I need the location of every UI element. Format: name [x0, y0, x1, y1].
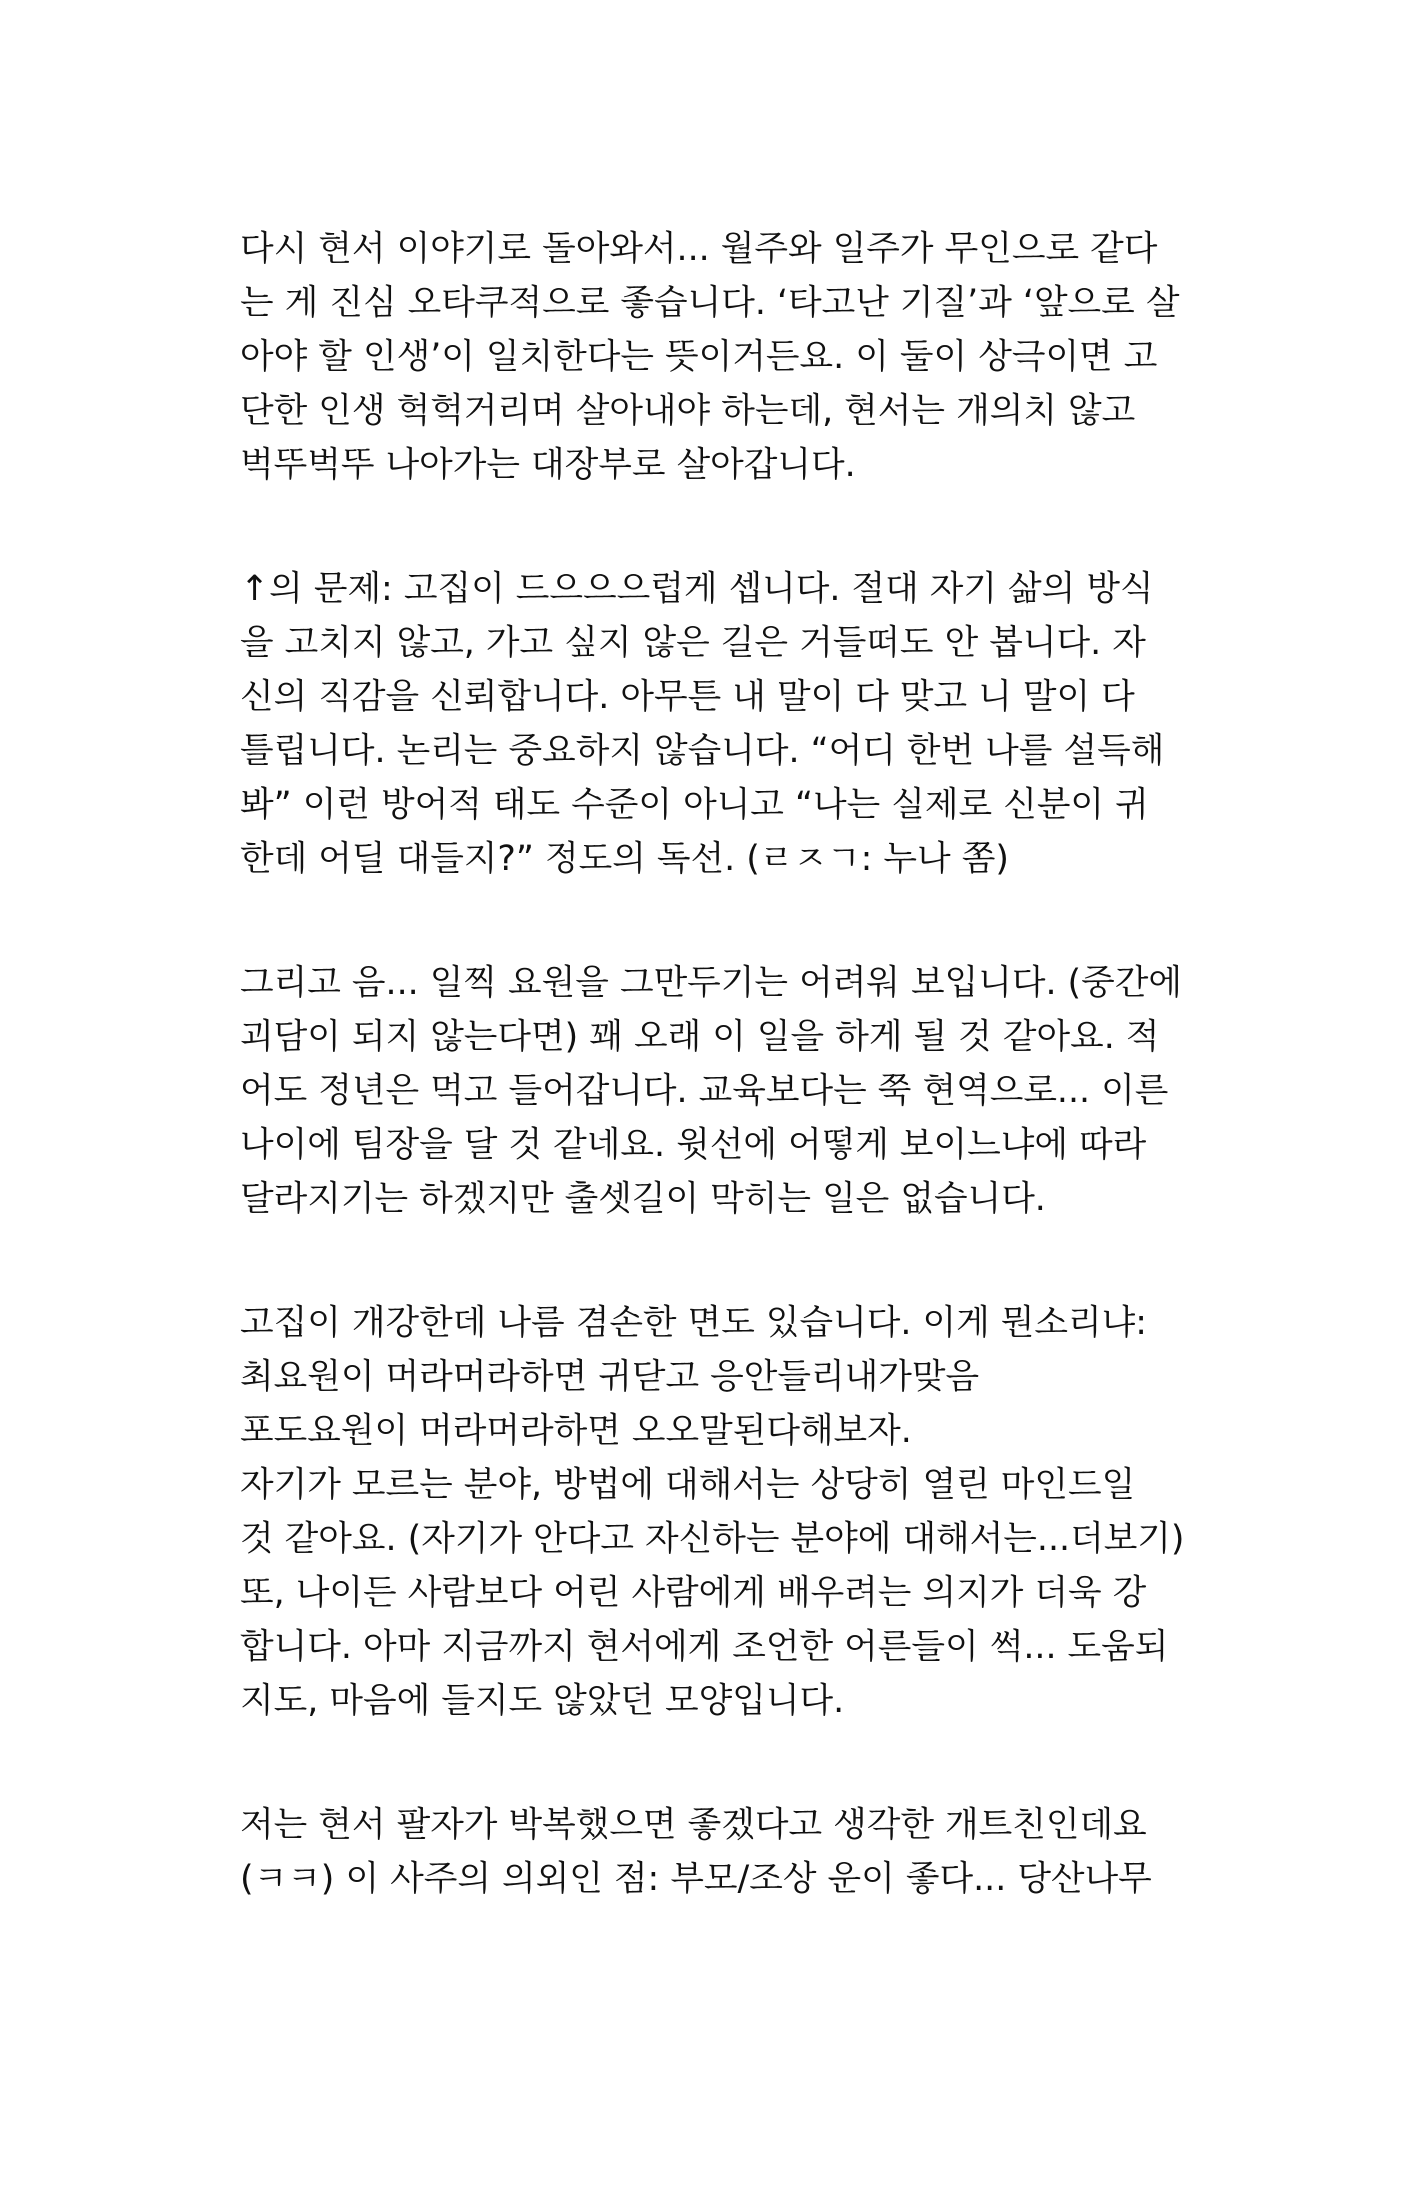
text-line: ↑의 문제: 고집이 드으으으럽게 셉니다. 절대 자기 삶의 방식 [240, 569, 1154, 609]
text-line: 틀립니다. 논리는 중요하지 않습니다. “어디 한번 나를 설득해 [240, 731, 1165, 771]
text-line: 을 고치지 않고, 가고 싶지 않은 길은 거들떠도 안 봅니다. 자 [240, 623, 1146, 663]
text-line: 저는 현서 팔자가 박복했으면 좋겠다고 생각한 개트친인데요 [240, 1805, 1147, 1845]
paragraph-4 [240, 1296, 1200, 1728]
text-line: 벅뚜벅뚜 나아가는 대장부로 살아갑니다. [240, 445, 856, 485]
text-line: 한데 어딜 대들지?” 정도의 독선. (ㄹㅈㄱ: 누나 쫌) [240, 839, 1009, 879]
text-line: 달라지기는 하겠지만 출셋길이 막히는 일은 없습니다. [240, 1179, 1046, 1219]
text-line: 나이에 팀장을 달 것 같네요. 윗선에 어떻게 보이느냐에 따라 [240, 1125, 1147, 1165]
text-line: 괴담이 되지 않는다면) 꽤 오래 이 일을 하게 될 것 같아요. 적 [240, 1017, 1160, 1057]
text-line: 신의 직감을 신뢰합니다. 아무튼 내 말이 다 맞고 니 말이 다 [240, 677, 1135, 717]
text-line: 것 같아요. (자기가 안다고 자신하는 분야에 대해서는...더보기) [240, 1519, 1185, 1559]
text-line: 자기가 모르는 분야, 방법에 대해서는 상당히 열린 마인드일 [240, 1465, 1136, 1505]
text-line: 그리고 음... 일찍 요원을 그만두기는 어려워 보입니다. (중간에 [240, 963, 1182, 1003]
text-line: 봐” 이런 방어적 태도 수준이 아니고 “나는 실제로 신분이 귀 [240, 785, 1149, 825]
text-line: 는 게 진심 오타쿠적으로 좋습니다. ‘타고난 기질’과 ‘앞으로 살 [240, 283, 1180, 323]
text-line: 포도요원이 머라머라하면 오오말된다해보자. [240, 1411, 912, 1451]
paragraph-1 [240, 222, 1200, 492]
paragraph-2 [240, 562, 1200, 886]
text-line: 다시 현서 이야기로 돌아와서... 월주와 일주가 무인으로 같다 [240, 229, 1158, 269]
document-body [240, 222, 1200, 1976]
text-line: (ㅋㅋ) 이 사주의 의외인 점: 부모/조상 운이 좋다... 당산나무 [240, 1859, 1152, 1899]
paragraph-5 [240, 1798, 1200, 1906]
text-line: 어도 정년은 먹고 들어갑니다. 교육보다는 쭉 현역으로... 이른 [240, 1071, 1169, 1111]
paragraph-3 [240, 956, 1200, 1226]
text-line: 아야 할 인생’이 일치한다는 뜻이거든요. 이 둘이 상극이면 고 [240, 337, 1158, 377]
text-line: 고집이 개강한데 나름 겸손한 면도 있습니다. 이게 뭔소리냐: [240, 1303, 1147, 1343]
text-line: 또, 나이든 사람보다 어린 사람에게 배우려는 의지가 더욱 강 [240, 1573, 1147, 1613]
text-line: 합니다. 아마 지금까지 현서에게 조언한 어른들이 썩... 도움되 [240, 1627, 1169, 1667]
text-line: 최요원이 머라머라하면 귀닫고 응안들리내가맞음 [240, 1357, 980, 1397]
text-line: 단한 인생 헉헉거리며 살아내야 하는데, 현서는 개의치 않고 [240, 391, 1136, 431]
text-line: 지도, 마음에 들지도 않았던 모양입니다. [240, 1681, 845, 1721]
